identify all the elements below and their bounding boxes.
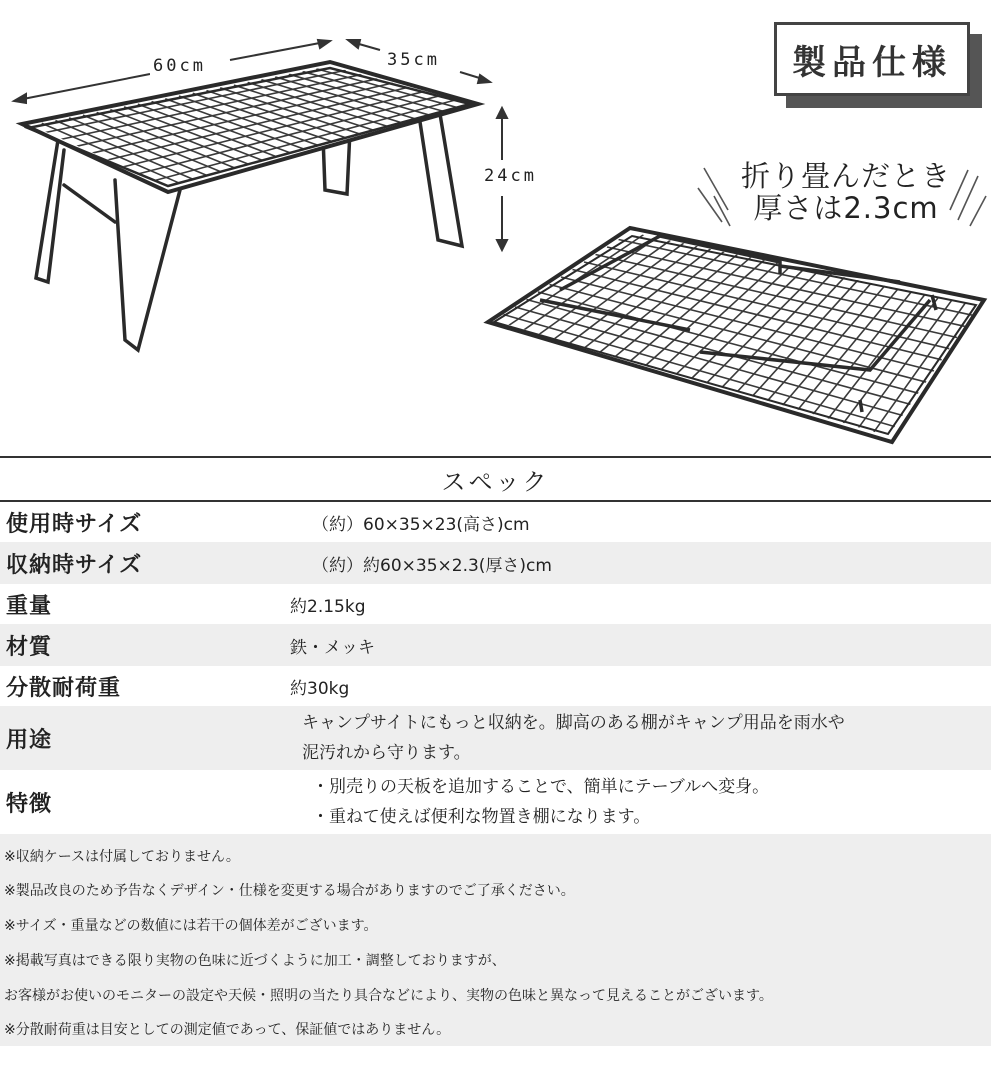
note-item: ※分散耐荷重は目安としての測定値であって、保証値ではありません。	[4, 1022, 451, 1038]
spec-row-load-capacity	[0, 666, 991, 706]
spec-label: 使用時サイズ	[6, 511, 143, 537]
note-item: ※掲載写真はできる限り実物の色味に近づくように加工・調整しておりますが、	[4, 953, 506, 969]
folded-table	[488, 228, 984, 442]
spec-value	[290, 772, 991, 832]
spec-label: 特徴	[6, 791, 53, 817]
spec-value: 約2.15kg	[290, 596, 366, 617]
note-item: ※サイズ・重量などの数値には若干の個体差がございます。	[4, 918, 378, 934]
spec-row-features	[0, 770, 991, 834]
product-spec-badge	[774, 22, 974, 98]
spec-label: 分散耐荷重	[6, 675, 122, 701]
width-dimension-label: 60cm	[150, 56, 209, 76]
spec-label: 収納時サイズ	[6, 552, 143, 578]
spec-row-weight	[0, 584, 991, 624]
spec-value: （約）約60×35×2.3(厚さ)cm	[312, 555, 552, 576]
spec-row-purpose	[0, 706, 991, 770]
fold-thickness-note	[738, 160, 954, 224]
spec-value-line: ・重ねて使えば便利な物置き棚になります。	[312, 807, 651, 827]
note-item: ※収納ケースは付属しておりません。	[4, 849, 240, 865]
note-item: お客様がお使いのモニターの設定や天候・照明の当たり具合などにより、実物の色味と異なって見えることがございます。	[4, 988, 773, 1004]
height-dimension-label: 24cm	[481, 166, 540, 186]
spec-row-storage-size	[0, 542, 991, 584]
spec-value	[290, 708, 991, 768]
spec-table-title: スペック	[0, 456, 991, 502]
spec-row-material	[0, 624, 991, 666]
spec-label: 材質	[6, 634, 53, 660]
depth-dimension-label: 35cm	[384, 50, 443, 70]
spec-label: 用途	[6, 727, 53, 753]
fold-note-line1: 折り畳んだとき	[740, 159, 951, 193]
spec-label: 重量	[6, 593, 53, 619]
table-top	[22, 62, 478, 192]
fold-note-line2: 厚さは2.3cm	[753, 191, 939, 225]
spec-value-line: 泥汚れから守ります。	[302, 743, 471, 763]
spec-value: 鉄・メッキ	[290, 637, 375, 658]
badge-text: 製品仕様	[774, 22, 970, 96]
spec-row-usage-size	[0, 502, 991, 542]
spec-value-line: キャンプサイトにもっと収納を。脚高のある棚がキャンプ用品を雨水や	[302, 713, 845, 733]
spec-value: 約30kg	[290, 678, 350, 699]
spec-value-line: ・別売りの天板を追加することで、簡単にテーブルへ変身。	[312, 777, 770, 797]
notes-section	[0, 834, 991, 1046]
note-item: ※製品改良のため予告なくデザイン・仕様を変更する場合がありますのでご了承ください。	[4, 883, 575, 899]
product-illustration	[0, 0, 991, 455]
spec-value: （約）60×35×23(高さ)cm	[312, 514, 530, 535]
